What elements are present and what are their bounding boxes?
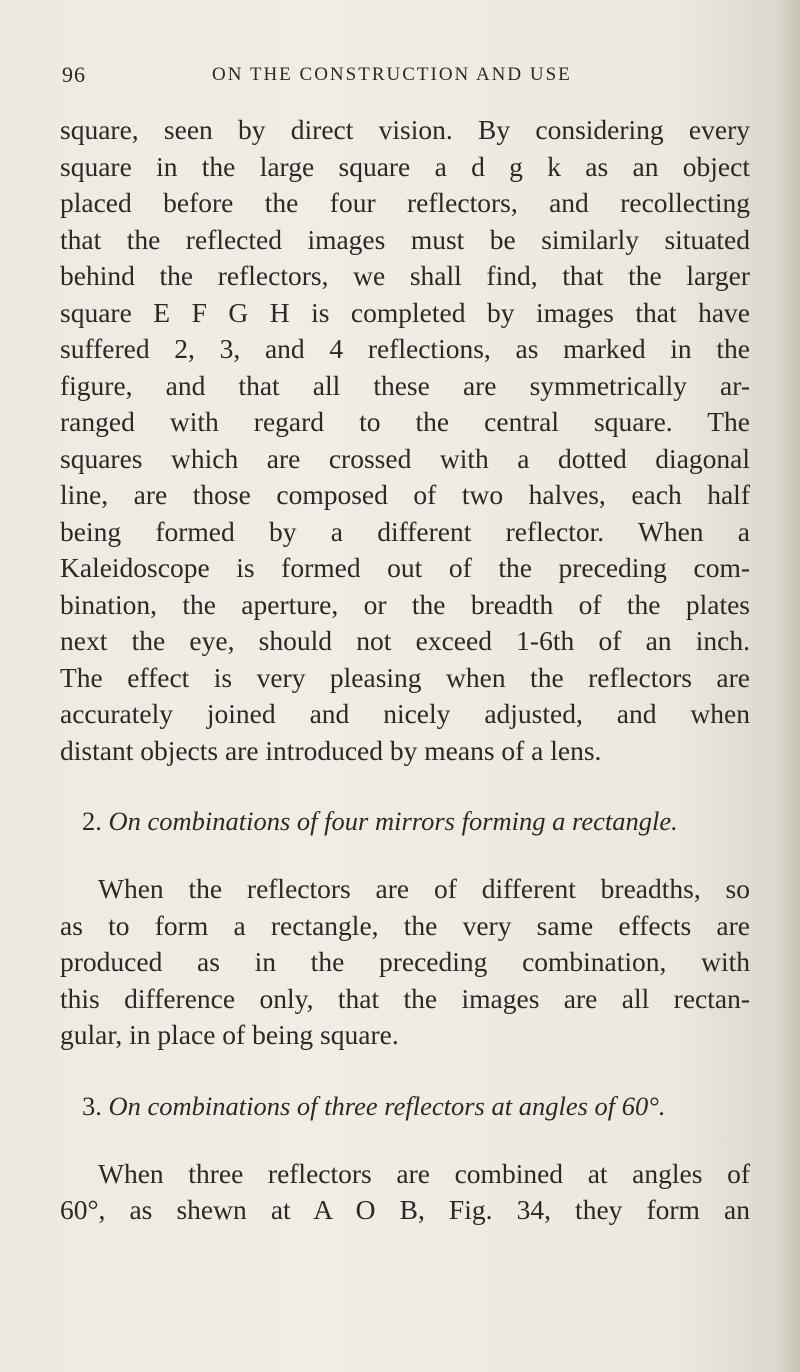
section-number: 2. [82, 806, 102, 836]
text-line: square in the large square a d g k as an object [60, 150, 750, 182]
running-head: ON THE CONSTRUCTION AND USE [212, 64, 572, 85]
section-heading-3 [60, 1088, 750, 1124]
text-line: suffered 2, 3, and 4 reflections, as marked in the [60, 333, 750, 364]
text-line: distant objects are introduced by means of a lens. [60, 734, 602, 766]
text-line: squares which are crossed with a dotted diagonal [60, 442, 750, 474]
text-line: square E F G H is completed by images that have [60, 296, 750, 328]
text-line: behind the reflectors, we shall find, that the larger [60, 260, 750, 291]
section-number: 3. [82, 1090, 102, 1121]
section-title: On combinations of three reflectors at angles of 60°. [108, 1090, 666, 1121]
text-line: accurately joined and nicely adjusted, and when [60, 698, 750, 729]
text-line: When the reflectors are of different breadths, so [98, 873, 750, 904]
text-line: produced as in the preceding combination, with [60, 946, 750, 977]
text-line: this difference only, that the images are all rectan- [60, 982, 750, 1014]
page-number: 96 [62, 62, 86, 87]
text-line: Kaleidoscope is formed out of the preceding com- [60, 552, 750, 583]
text-line: gular, in place of being square. [60, 1019, 399, 1050]
section-heading-2 [60, 803, 750, 839]
text-line: ranged with regard to the central square. The [60, 406, 750, 437]
text-line: line, are those composed of two halves, each half [60, 479, 750, 510]
text-line: square, seen by direct vision. By considering every [60, 114, 750, 145]
spacer [60, 769, 750, 803]
text-line: 60°, as shewn at A O B, Fig. 34, they form an [60, 1194, 750, 1225]
text-line: When three reflectors are combined at angles of [98, 1157, 750, 1189]
page-edge-shadow [778, 0, 800, 1372]
text-line: being formed by a different reflector. When a [60, 515, 750, 547]
text-line: The effect is very pleasing when the reflectors are [60, 661, 750, 693]
paragraph-3 [60, 1156, 750, 1229]
text-line: placed before the four reflectors, and recollecting [60, 187, 750, 218]
page-header [62, 62, 742, 92]
text-line: next the eye, should not exceed 1-6th of an inch. [60, 625, 750, 656]
text-line: bination, the aperture, or the breadth of the plates [60, 588, 750, 620]
spacer [60, 1124, 750, 1156]
text-line: that the reflected images must be similarly situated [60, 223, 750, 255]
paragraph-1 [60, 112, 750, 769]
text-line: as to form a rectangle, the very same effects are [60, 909, 750, 941]
body-text [60, 112, 750, 1229]
spacer [60, 839, 750, 871]
section-title: On combinations of four mirrors forming a rectangle. [108, 806, 678, 836]
spacer [60, 1054, 750, 1088]
text-line: figure, and that all these are symmetrically ar- [60, 369, 750, 401]
paragraph-2 [60, 871, 750, 1054]
